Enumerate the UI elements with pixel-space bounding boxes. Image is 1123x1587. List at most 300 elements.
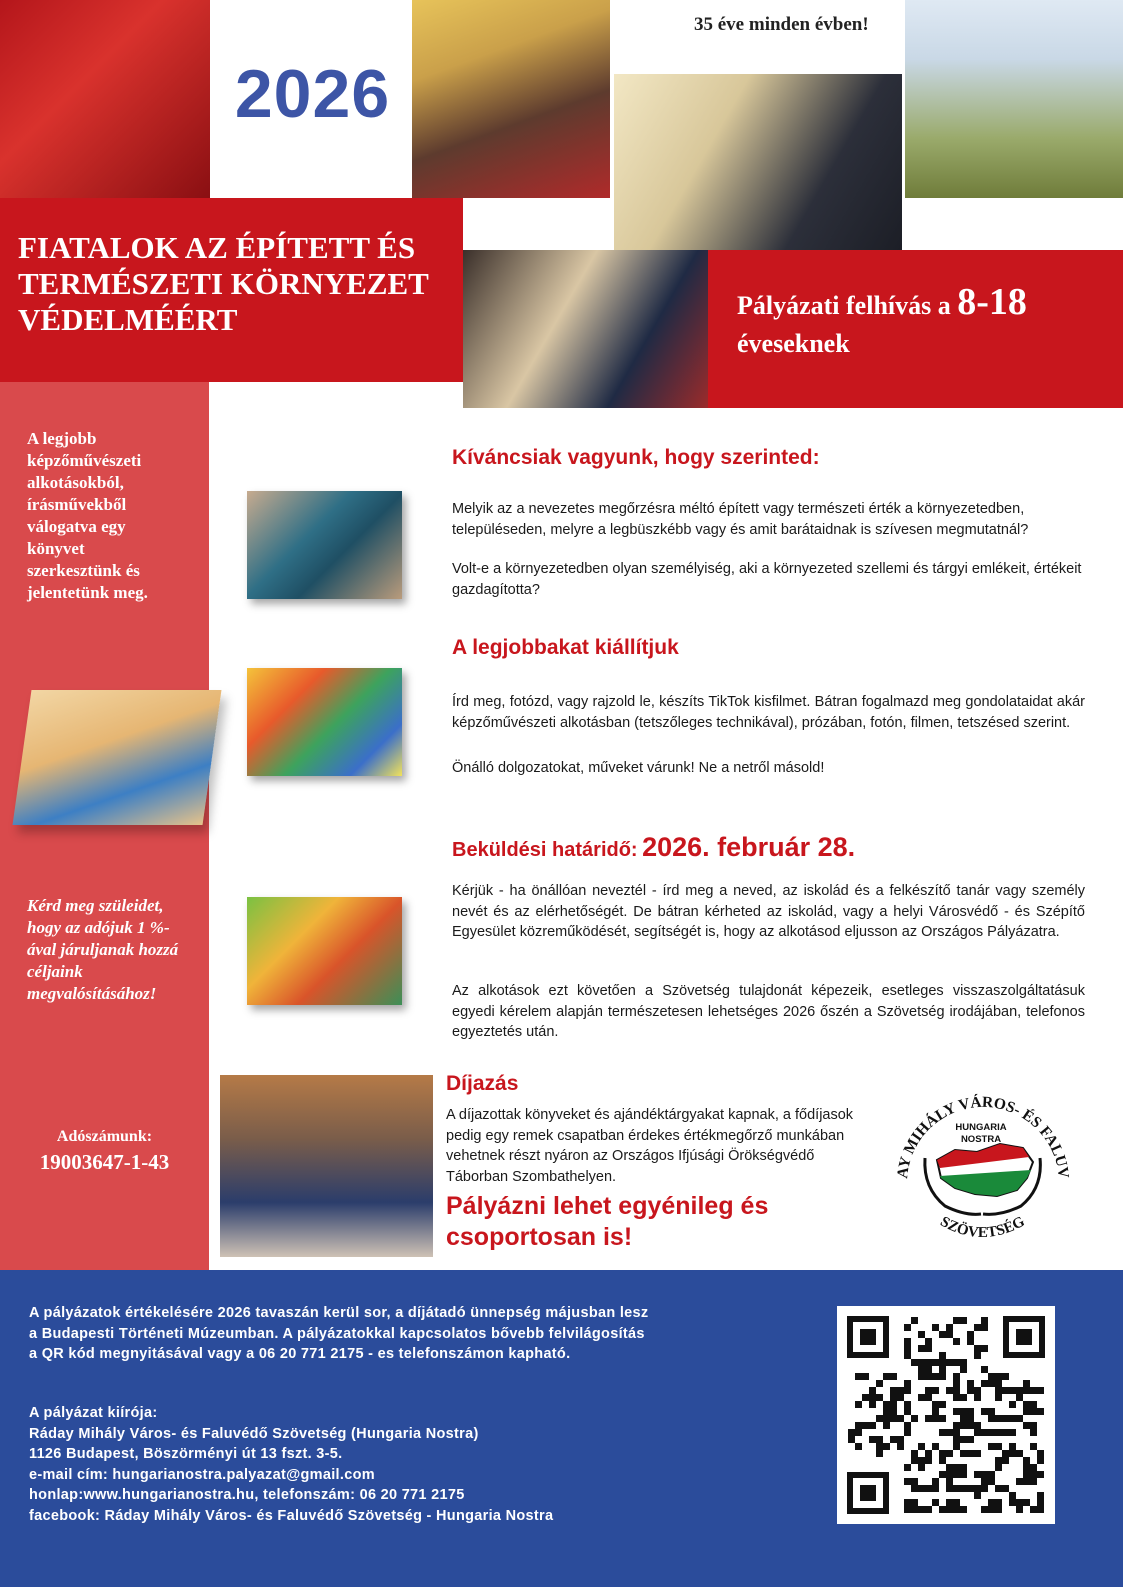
- qr-module: [918, 1345, 925, 1352]
- qr-module: [1030, 1387, 1037, 1394]
- qr-module: [862, 1422, 869, 1429]
- qr-module: [995, 1443, 1002, 1450]
- qr-module: [925, 1450, 932, 1457]
- main-title-line-1: FIATALOK AZ ÉPÍTETT ÉS: [18, 230, 416, 265]
- qr-module: [946, 1485, 953, 1492]
- qr-module: [925, 1373, 932, 1380]
- qr-module: [855, 1373, 862, 1380]
- qr-module: [988, 1443, 995, 1450]
- qr-module: [897, 1436, 904, 1443]
- qr-module: [981, 1485, 988, 1492]
- qr-module: [911, 1317, 918, 1324]
- qr-module: [897, 1387, 904, 1394]
- qr-module: [1023, 1401, 1030, 1408]
- qr-module: [904, 1464, 911, 1471]
- qr-module: [939, 1373, 946, 1380]
- qr-module: [988, 1499, 995, 1506]
- qr-module: [946, 1324, 953, 1331]
- qr-module: [932, 1499, 939, 1506]
- qr-module: [918, 1464, 925, 1471]
- qr-module: [995, 1387, 1002, 1394]
- qr-module: [953, 1436, 960, 1443]
- qr-module: [918, 1443, 925, 1450]
- qr-module: [1009, 1387, 1016, 1394]
- qr-module: [876, 1415, 883, 1422]
- qr-module: [1009, 1401, 1016, 1408]
- qr-module: [904, 1408, 911, 1415]
- qr-module: [967, 1380, 974, 1387]
- tax-appeal: [27, 895, 187, 1005]
- qr-module: [1030, 1422, 1037, 1429]
- qr-module: [1023, 1380, 1030, 1387]
- qr-module: [981, 1471, 988, 1478]
- qr-module: [932, 1408, 939, 1415]
- qr-module: [904, 1401, 911, 1408]
- qr-module: [1030, 1408, 1037, 1415]
- qr-module: [1023, 1478, 1030, 1485]
- qr-module: [869, 1401, 876, 1408]
- qr-module: [883, 1373, 890, 1380]
- qr-module: [988, 1478, 995, 1485]
- prize-heading: Díjazás: [446, 1072, 519, 1095]
- exhibition-visitors-photo: [412, 0, 610, 198]
- town-drawing-thumb: [247, 668, 402, 776]
- qr-module: [974, 1324, 981, 1331]
- qr-module: [939, 1352, 946, 1359]
- qr-module: [974, 1352, 981, 1359]
- qr-module: [918, 1506, 925, 1513]
- logo-ring-text: AY MIHÁLY VÁROS- ÉS FALUV: [894, 1093, 1072, 1180]
- qr-module: [953, 1422, 960, 1429]
- qr-module: [953, 1485, 960, 1492]
- curious-paragraph-1: Melyik az a nevezetes megőrzésra méltó épített vagy természeti érték a környezetedben, településeden, melyre a legbüszkébb vagy és amit barátaidnak is szívesen megmutatnál?: [452, 501, 1029, 538]
- qr-module: [1016, 1415, 1023, 1422]
- qr-module: [1002, 1415, 1009, 1422]
- qr-module: [911, 1450, 918, 1457]
- qr-module: [1030, 1443, 1037, 1450]
- qr-module: [925, 1394, 932, 1401]
- qr-module: [925, 1387, 932, 1394]
- qr-module: [1023, 1422, 1030, 1429]
- qr-module: [946, 1499, 953, 1506]
- qr-module: [960, 1464, 967, 1471]
- qr-module: [981, 1324, 988, 1331]
- qr-module: [974, 1485, 981, 1492]
- qr-module: [995, 1485, 1002, 1492]
- issuer-address: 1126 Budapest, Böszörményi út 13 fszt. 3-5.: [29, 1446, 343, 1462]
- qr-module: [1009, 1450, 1016, 1457]
- tagline: [694, 12, 894, 37]
- qr-module: [988, 1408, 995, 1415]
- qr-module: [953, 1394, 960, 1401]
- qr-module: [904, 1506, 911, 1513]
- qr-module: [953, 1471, 960, 1478]
- qr-module: [1030, 1506, 1037, 1513]
- exhibit-heading: A legjobbakat kiállítjuk: [452, 636, 679, 659]
- qr-module: [946, 1464, 953, 1471]
- qr-module: [876, 1450, 883, 1457]
- qr-module: [995, 1464, 1002, 1471]
- qr-module: [904, 1380, 911, 1387]
- deadline-paragraph-1: Kérjük - ha önállóan neveztél - írd meg a neved, az iskolád és a felkészítő tanár vagy személy nevét és az elérhetőségét. De bátran kérheted az iskolád, vagy a helyi Városvédő - és Szépítő Egyesület közreműködését, segítségét is, hogy az alkotásod eljusson az Országos Pályázatra.: [452, 883, 1085, 940]
- qr-module: [1002, 1485, 1009, 1492]
- curious-paragraph-2: Volt-e a környezetedben olyan személyiség, aki a környezeted szellemi és tárgyi emlékeit, értékeit gazdagította?: [452, 561, 1082, 598]
- qr-module: [1009, 1429, 1016, 1436]
- prize-text: A díjazottak könyveket és ajándéktárgyakat kapnak, a fődíjasok pedig egy remek csapatban érdekes értékmegőrző munkában vehetnek részt nyáron az Országos Ifjúsági Örökségvédő Táborban Szombathelyen.: [446, 1107, 854, 1185]
- qr-module: [1030, 1478, 1037, 1485]
- qr-module: [974, 1422, 981, 1429]
- qr-module: [855, 1401, 862, 1408]
- qr-module: [862, 1373, 869, 1380]
- qr-module: [904, 1478, 911, 1485]
- qr-module: [988, 1429, 995, 1436]
- qr-module: [1030, 1401, 1037, 1408]
- qr-module: [967, 1415, 974, 1422]
- deadline-heading: [452, 832, 855, 863]
- qr-module: [974, 1471, 981, 1478]
- qr-module: [946, 1506, 953, 1513]
- qr-module: [967, 1450, 974, 1457]
- qr-module: [946, 1387, 953, 1394]
- qr-module: [981, 1408, 988, 1415]
- deadline-paragraph-2: Az alkotások ezt követően a Szövetség tulajdonát képezeik, esetleges visszaszolgáltatásuk egyedi kérelem alapján természetesen lehetséges 2026 őszén a Szövetség irodájában, telefonos egyeztetés után.: [452, 983, 1085, 1040]
- qr-module: [967, 1331, 974, 1338]
- qr-module: [953, 1408, 960, 1415]
- qr-module: [939, 1457, 946, 1464]
- curious-heading: Kíváncsiak vagyunk, hogy szerinted:: [452, 446, 820, 469]
- qr-module: [911, 1478, 918, 1485]
- main-title-line-3: VÉDELMÉÉRT: [18, 302, 238, 337]
- qr-module: [953, 1338, 960, 1345]
- qr-module: [981, 1317, 988, 1324]
- qr-module: [1030, 1464, 1037, 1471]
- qr-module: [904, 1387, 911, 1394]
- qr-module: [953, 1499, 960, 1506]
- qr-module: [1016, 1387, 1023, 1394]
- qr-finder-bottom-left: [847, 1472, 889, 1514]
- qr-module: [855, 1422, 862, 1429]
- qr-module: [1016, 1478, 1023, 1485]
- qr-module: [1037, 1499, 1044, 1506]
- qr-module: [883, 1415, 890, 1422]
- qr-module: [1023, 1457, 1030, 1464]
- qr-module: [1009, 1443, 1016, 1450]
- qr-module: [995, 1380, 1002, 1387]
- qr-module: [911, 1485, 918, 1492]
- qr-module: [869, 1436, 876, 1443]
- qr-module: [967, 1485, 974, 1492]
- qr-module: [953, 1359, 960, 1366]
- qr-module: [932, 1443, 939, 1450]
- qr-module: [1009, 1499, 1016, 1506]
- qr-module: [946, 1478, 953, 1485]
- qr-module: [1009, 1492, 1016, 1499]
- qr-module: [883, 1422, 890, 1429]
- qr-module: [988, 1471, 995, 1478]
- qr-module: [960, 1471, 967, 1478]
- deadline-date: 2026. február 28.: [642, 832, 856, 862]
- qr-module: [911, 1499, 918, 1506]
- qr-module: [960, 1394, 967, 1401]
- year-title: 2026: [234, 56, 391, 132]
- qr-module: [876, 1380, 883, 1387]
- qr-module: [925, 1506, 932, 1513]
- qr-module: [967, 1387, 974, 1394]
- call-prefix: Pályázati felhívás a: [737, 291, 951, 320]
- qr-module: [925, 1457, 932, 1464]
- qr-module: [995, 1457, 1002, 1464]
- qr-module: [932, 1373, 939, 1380]
- footer-issuer: [29, 1403, 809, 1526]
- qr-module: [939, 1471, 946, 1478]
- qr-module: [876, 1394, 883, 1401]
- qr-module: [1016, 1394, 1023, 1401]
- qr-module: [974, 1450, 981, 1457]
- qr-module: [995, 1499, 1002, 1506]
- qr-module: [1002, 1387, 1009, 1394]
- qr-module: [974, 1394, 981, 1401]
- red-notebooks-photo: [0, 0, 210, 198]
- qr-module: [960, 1436, 967, 1443]
- qr-module: [995, 1506, 1002, 1513]
- qr-module: [981, 1506, 988, 1513]
- qr-module: [1016, 1506, 1023, 1513]
- qr-module: [883, 1408, 890, 1415]
- qr-module: [946, 1331, 953, 1338]
- qr-module: [939, 1415, 946, 1422]
- qr-module: [918, 1457, 925, 1464]
- qr-module: [904, 1338, 911, 1345]
- qr-module: [967, 1408, 974, 1415]
- qr-module: [918, 1359, 925, 1366]
- qr-module: [925, 1359, 932, 1366]
- qr-module: [1009, 1415, 1016, 1422]
- tax-label: Adószámunk:: [56, 1128, 153, 1145]
- call-suffix: éveseknek: [737, 329, 850, 358]
- logo-bottom-text: SZÖVETSÉG: [937, 1213, 1028, 1242]
- tax-appeal-text: Kérd meg szüleidet, hogy az adójuk 1 %-ával járuljanak hozzá céljaink megvalósításához!: [27, 896, 179, 1003]
- qr-module: [855, 1443, 862, 1450]
- qr-module: [855, 1429, 862, 1436]
- qr-module: [939, 1401, 946, 1408]
- footer-info: [29, 1303, 809, 1365]
- qr-module: [974, 1387, 981, 1394]
- qr-module: [953, 1380, 960, 1387]
- qr-module: [939, 1429, 946, 1436]
- qr-module: [876, 1443, 883, 1450]
- issuer-name: Ráday Mihály Város- és Faluvédő Szövetség (Hungaria Nostra): [29, 1425, 479, 1442]
- deadline-label: Beküldési határidő:: [452, 839, 638, 861]
- qr-module: [946, 1359, 953, 1366]
- group-entry-text: Pályázni lehet egyénileg és csoportosan is!: [446, 1192, 769, 1251]
- qr-module: [890, 1408, 897, 1415]
- qr-module: [876, 1436, 883, 1443]
- qr-module: [890, 1394, 897, 1401]
- qr-module: [1037, 1506, 1044, 1513]
- qr-module: [939, 1366, 946, 1373]
- qr-module: [911, 1506, 918, 1513]
- qr-module: [925, 1338, 932, 1345]
- qr-module: [981, 1345, 988, 1352]
- qr-module: [953, 1373, 960, 1380]
- qr-module: [1002, 1457, 1009, 1464]
- speaker-photo: [614, 74, 902, 250]
- qr-module: [869, 1394, 876, 1401]
- qr-module: [988, 1380, 995, 1387]
- hungary-map-icon: [937, 1144, 1033, 1196]
- qr-module: [869, 1422, 876, 1429]
- qr-module: [946, 1450, 953, 1457]
- qr-module: [953, 1429, 960, 1436]
- qr-finder-top-right: [1003, 1316, 1045, 1358]
- podium-speaker-photo: [463, 250, 708, 408]
- qr-module: [890, 1415, 897, 1422]
- call-age: 8-18: [957, 281, 1027, 323]
- qr-module: [960, 1485, 967, 1492]
- qr-module: [946, 1429, 953, 1436]
- issuer-website[interactable]: honlap:www.hungarianostra.hu, telefonszám: 06 20 771 2175: [29, 1487, 465, 1503]
- qr-module: [1030, 1429, 1037, 1436]
- qr-module: [988, 1506, 995, 1513]
- footer-info-line-1: A pályázatok értékelésére 2026 tavaszán kerül sor, a díjátadó ünnepség májusban lesz: [29, 1305, 649, 1321]
- qr-module: [904, 1429, 911, 1436]
- qr-module: [904, 1345, 911, 1352]
- qr-code[interactable]: [837, 1306, 1055, 1524]
- qr-module: [848, 1436, 855, 1443]
- book-photo: [13, 690, 222, 825]
- qr-module: [981, 1366, 988, 1373]
- qr-module: [904, 1499, 911, 1506]
- qr-module: [939, 1331, 946, 1338]
- qr-module: [1037, 1492, 1044, 1499]
- footer-info-line-2: a Budapesti Történeti Múzeumban. A pályázatokkal kapcsolatos bővebb felvilágosítás: [29, 1325, 645, 1342]
- issuer-email[interactable]: e-mail cím: hungarianostra.palyazat@gmail.com: [29, 1466, 375, 1483]
- qr-module: [974, 1345, 981, 1352]
- landscape-drawing-thumb: [247, 897, 402, 1005]
- tax-number: 19003647-1-43: [39, 1150, 170, 1174]
- qr-module: [981, 1478, 988, 1485]
- qr-module: [974, 1429, 981, 1436]
- qr-module: [960, 1317, 967, 1324]
- qr-module: [904, 1422, 911, 1429]
- association-logo: [885, 1078, 1080, 1260]
- qr-finder-top-left: [847, 1316, 889, 1358]
- qr-module: [932, 1485, 939, 1492]
- qr-module: [1002, 1429, 1009, 1436]
- qr-module: [967, 1436, 974, 1443]
- qr-module: [890, 1436, 897, 1443]
- qr-module: [953, 1506, 960, 1513]
- qr-module: [925, 1366, 932, 1373]
- main-title: [18, 230, 458, 338]
- qr-module: [897, 1394, 904, 1401]
- issuer-heading: A pályázat kiírója:: [29, 1405, 158, 1421]
- issuer-facebook[interactable]: facebook: Ráday Mihály Város- és Faluvédő Szövetség - Hungaria Nostra: [29, 1507, 554, 1524]
- qr-module: [932, 1401, 939, 1408]
- window-painting-thumb: [247, 491, 402, 599]
- qr-module: [1023, 1464, 1030, 1471]
- qr-module: [1002, 1373, 1009, 1380]
- main-title-line-2: TERMÉSZETI KÖRNYEZET: [18, 266, 429, 301]
- audience-photo: [220, 1075, 433, 1257]
- qr-module: [883, 1401, 890, 1408]
- qr-module: [1002, 1450, 1009, 1457]
- tagline-text: 35 éve minden évben!: [694, 14, 869, 35]
- qr-module: [967, 1338, 974, 1345]
- qr-module: [918, 1394, 925, 1401]
- qr-module: [953, 1464, 960, 1471]
- qr-module: [960, 1408, 967, 1415]
- qr-module: [939, 1450, 946, 1457]
- qr-module: [953, 1387, 960, 1394]
- qr-module: [960, 1422, 967, 1429]
- qr-module: [960, 1506, 967, 1513]
- qr-module: [932, 1478, 939, 1485]
- qr-module: [939, 1359, 946, 1366]
- qr-module: [1037, 1457, 1044, 1464]
- qr-module: [1037, 1450, 1044, 1457]
- qr-module: [1037, 1471, 1044, 1478]
- qr-module: [960, 1366, 967, 1373]
- exhibit-paragraph-1: Írd meg, fotózd, vagy rajzold le, készíts TikTok kisfilmet. Bátran fogalmazd meg gondolataidat akár képzőművészeti alkotásban (tetszőleges technikával), prózában, fotón, filmen, tetszésed szerint.: [452, 694, 1085, 731]
- qr-module: [1037, 1408, 1044, 1415]
- qr-module: [981, 1429, 988, 1436]
- qr-module: [918, 1331, 925, 1338]
- qr-module: [890, 1401, 897, 1408]
- qr-module: [988, 1373, 995, 1380]
- qr-module: [1023, 1387, 1030, 1394]
- qr-module: [1023, 1408, 1030, 1415]
- qr-module: [932, 1359, 939, 1366]
- qr-module: [960, 1359, 967, 1366]
- qr-module: [890, 1387, 897, 1394]
- qr-module: [995, 1394, 1002, 1401]
- qr-module: [904, 1352, 911, 1359]
- qr-module: [862, 1394, 869, 1401]
- qr-module: [925, 1345, 932, 1352]
- qr-module: [897, 1443, 904, 1450]
- qr-module: [1023, 1471, 1030, 1478]
- qr-module: [953, 1317, 960, 1324]
- qr-module: [995, 1429, 1002, 1436]
- qr-module: [967, 1422, 974, 1429]
- qr-module: [995, 1373, 1002, 1380]
- qr-module: [918, 1373, 925, 1380]
- qr-module: [925, 1485, 932, 1492]
- qr-module: [953, 1443, 960, 1450]
- qr-module: [1023, 1499, 1030, 1506]
- qr-module: [918, 1366, 925, 1373]
- qr-module: [890, 1373, 897, 1380]
- call-text: [737, 283, 1117, 363]
- footer-info-line-3: a QR kód megnyitásával vagy a 06 20 771 2175 - es telefonszámon kapható.: [29, 1346, 571, 1362]
- qr-module: [918, 1485, 925, 1492]
- qr-module: [925, 1415, 932, 1422]
- qr-module: [939, 1506, 946, 1513]
- qr-module: [911, 1457, 918, 1464]
- qr-module: [1037, 1387, 1044, 1394]
- qr-module: [1030, 1471, 1037, 1478]
- qr-module: [1016, 1450, 1023, 1457]
- qr-module: [932, 1387, 939, 1394]
- book-announcement: A legjobb képzőművészeti alkotásokból, írásművekből válogatva egy könyvet szerkesztünk és jelentetünk meg.: [27, 429, 148, 602]
- logo-graphic: [885, 1078, 1080, 1260]
- qr-module: [883, 1443, 890, 1450]
- qr-module: [960, 1450, 967, 1457]
- qr-module: [932, 1415, 939, 1422]
- qr-module: [904, 1324, 911, 1331]
- qr-module: [869, 1387, 876, 1394]
